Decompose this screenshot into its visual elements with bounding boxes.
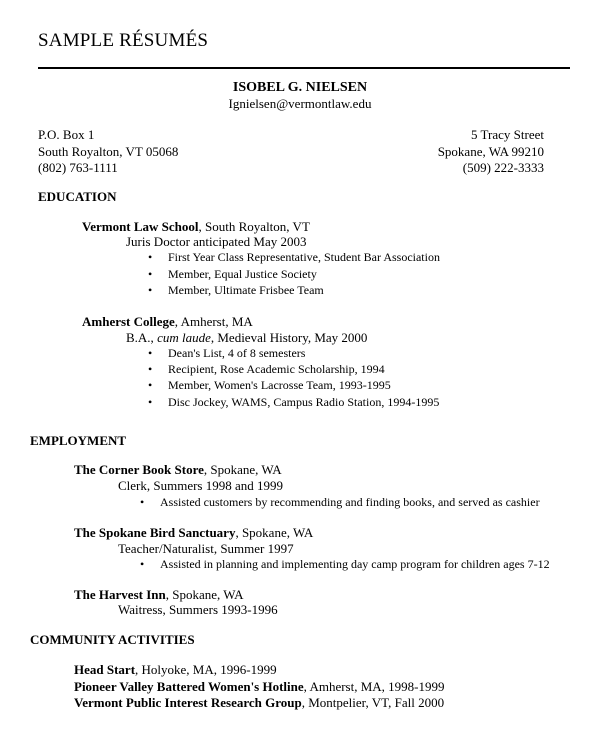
list-item-text: Recipient, Rose Academic Scholarship, 1994 <box>168 362 385 376</box>
bullet-symbol: • <box>148 267 153 281</box>
employer-line <box>74 462 282 478</box>
list-item <box>148 346 305 361</box>
school-name: Vermont Law School <box>82 219 199 234</box>
role-line: Teacher/Naturalist, Summer 1997 <box>118 541 294 556</box>
title-divider <box>38 67 570 69</box>
list-item <box>140 557 550 572</box>
education-heading: EDUCATION <box>38 189 117 204</box>
list-item <box>148 267 317 282</box>
employer-location: , Spokane, WA <box>165 587 244 602</box>
address-line: 5 Tracy Street <box>471 127 544 142</box>
employer-name: The Corner Book Store <box>74 462 204 477</box>
organization-detail: , Holyoke, MA, 1996-1999 <box>135 662 277 677</box>
degree-text: Juris Doctor anticipated May 2003 <box>126 234 307 249</box>
community-item <box>74 695 444 711</box>
list-item-text: Member, Women's Lacrosse Team, 1993-1995 <box>168 378 391 392</box>
address-left <box>38 127 178 177</box>
bullet-symbol: • <box>148 378 153 392</box>
bullet-symbol: • <box>148 395 153 409</box>
bullet-symbol: • <box>148 346 153 360</box>
bullet-symbol: • <box>148 362 153 376</box>
list-item-text: Assisted in planning and implementing day camp program for children ages 7-12 <box>160 557 550 571</box>
school-location: , South Royalton, VT <box>198 219 310 234</box>
list-item-text: Assisted customers by recommending and finding books, and served as cashier <box>160 495 540 509</box>
list-item <box>140 495 540 510</box>
address-line: Spokane, WA 99210 <box>437 143 544 159</box>
list-item-text: Member, Ultimate Frisbee Team <box>168 283 324 297</box>
list-item <box>148 250 440 265</box>
employer-name: The Harvest Inn <box>74 587 166 602</box>
bullet-symbol: • <box>148 283 153 297</box>
community-heading: COMMUNITY ACTIVITIES <box>30 632 195 647</box>
degree-text: , Medieval History, May 2000 <box>210 330 368 345</box>
school-line <box>82 219 310 235</box>
degree-honors: cum laude <box>157 330 211 345</box>
applicant-email: Ignielsen@vermontlaw.edu <box>228 96 372 111</box>
employer-line <box>74 587 244 603</box>
employer-line <box>74 525 313 541</box>
list-item-text: First Year Class Representative, Student Bar Association <box>168 250 440 264</box>
page-title: SAMPLE RÉSUMÉS <box>38 30 209 51</box>
community-item <box>74 662 277 678</box>
phone-line: (509) 222-3333 <box>462 160 544 175</box>
role-line: Waitress, Summers 1993-1996 <box>118 602 278 617</box>
bullet-symbol: • <box>140 557 145 571</box>
school-name: Amherst College <box>82 314 175 329</box>
employer-name: The Spokane Bird Sanctuary <box>74 525 236 540</box>
address-line: P.O. Box 1 <box>38 127 95 142</box>
school-location: , Amherst, MA <box>174 314 253 329</box>
employment-heading: EMPLOYMENT <box>30 433 127 448</box>
applicant-name: ISOBEL G. NIELSEN <box>232 80 368 95</box>
organization-detail: , Amherst, MA, 1998-1999 <box>303 679 445 694</box>
address-right <box>438 127 544 177</box>
bullet-symbol: • <box>140 495 145 509</box>
employer-location: , Spokane, WA <box>235 525 314 540</box>
role-line: Clerk, Summers 1998 and 1999 <box>118 478 284 493</box>
list-item <box>148 362 385 377</box>
organization-detail: , Montpelier, VT, Fall 2000 <box>301 695 445 710</box>
list-item-text: Dean's List, 4 of 8 semesters <box>168 346 306 360</box>
employer-location: , Spokane, WA <box>203 462 282 477</box>
bullet-symbol: • <box>148 250 153 264</box>
organization-name: Head Start <box>74 662 136 677</box>
list-item <box>148 395 439 410</box>
school-line <box>82 314 253 330</box>
list-item <box>148 283 324 298</box>
phone-line: (802) 763-1111 <box>38 160 118 175</box>
list-item <box>148 378 391 393</box>
organization-name: Vermont Public Interest Research Group <box>74 695 302 710</box>
degree-line <box>126 330 367 346</box>
list-item-text: Disc Jockey, WAMS, Campus Radio Station, 1994-1995 <box>168 395 440 409</box>
community-item <box>74 679 445 695</box>
list-item-text: Member, Equal Justice Society <box>168 267 317 281</box>
organization-name: Pioneer Valley Battered Women's Hotline <box>74 679 304 694</box>
address-line: South Royalton, VT 05068 <box>38 143 179 159</box>
degree-line <box>126 234 307 250</box>
degree-prefix: B.A., <box>126 330 158 345</box>
